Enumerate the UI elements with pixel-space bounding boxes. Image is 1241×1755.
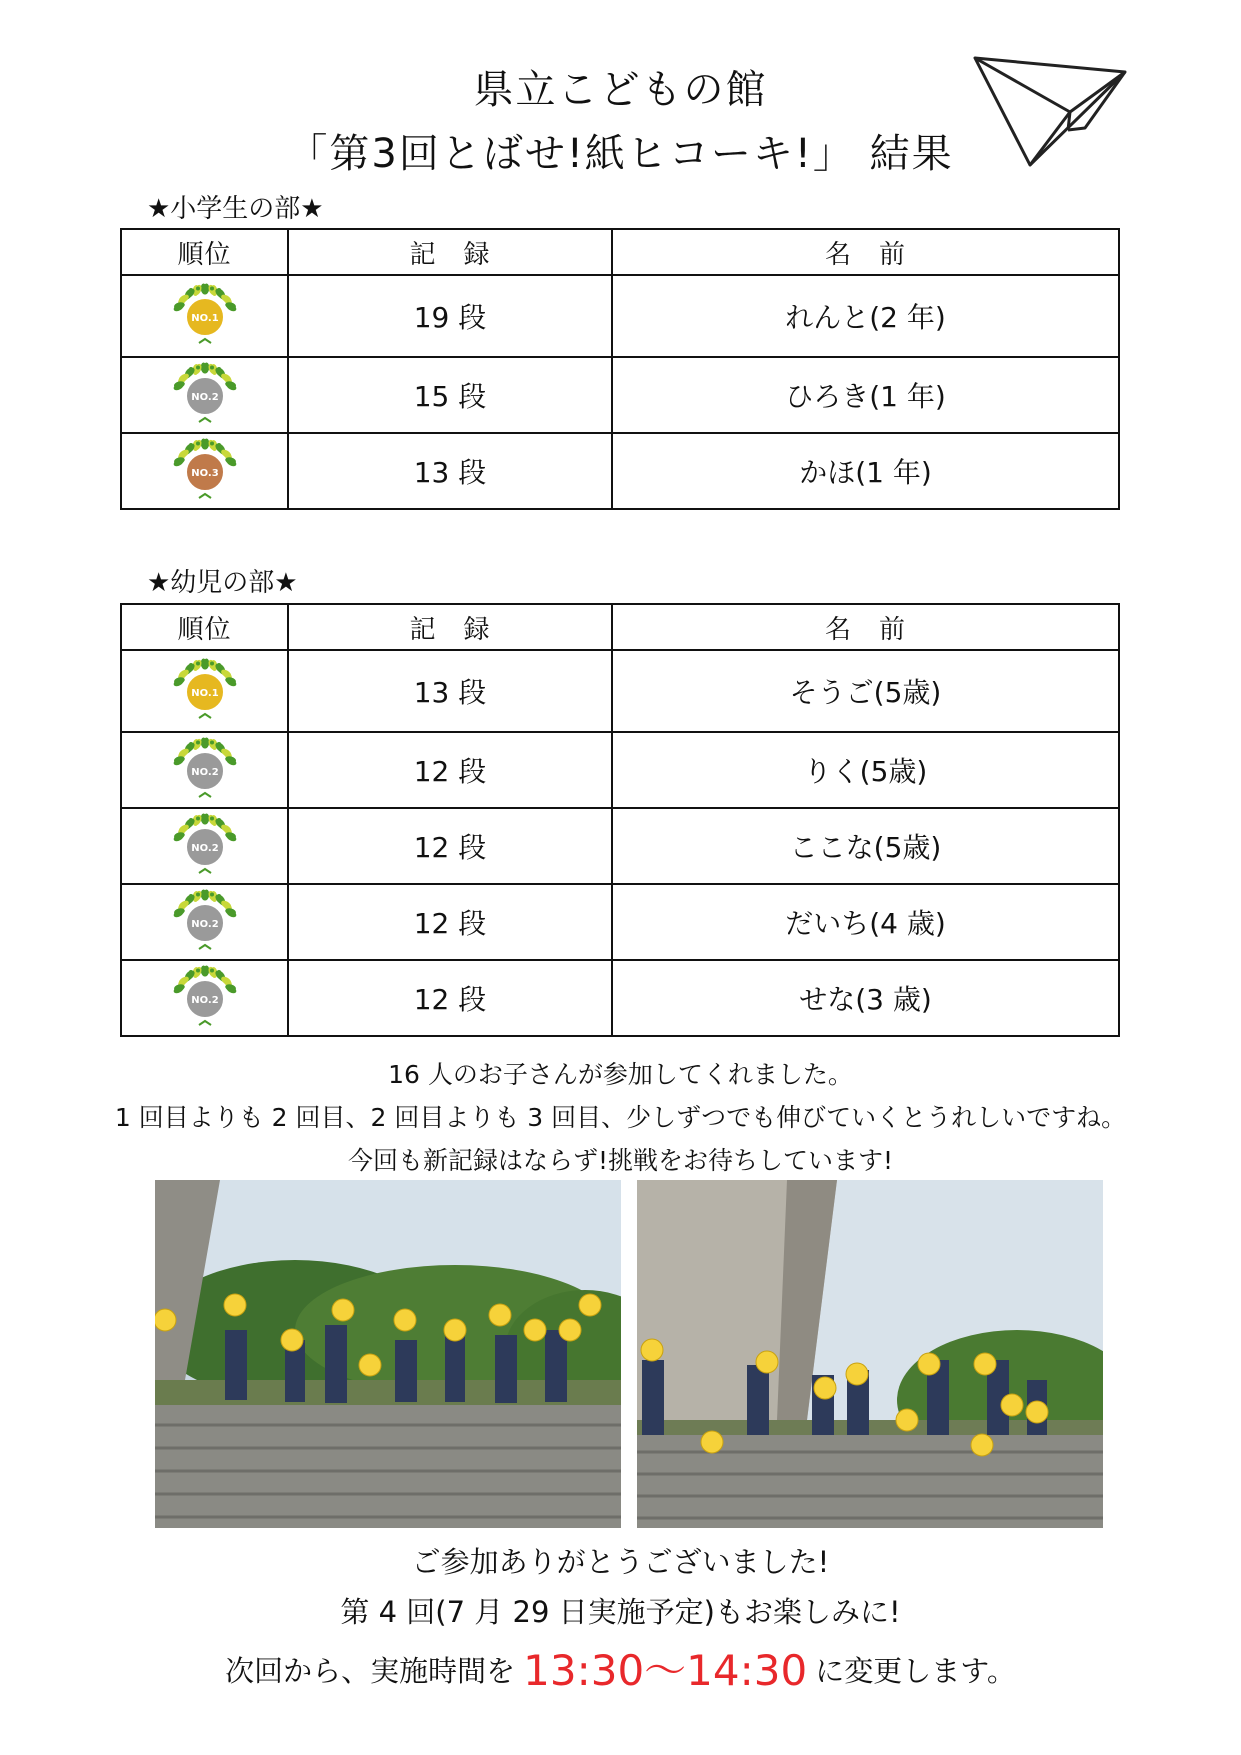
medal-star bbox=[196, 969, 200, 973]
record-cell: 19 段 bbox=[288, 275, 612, 357]
silver-medal-icon bbox=[165, 733, 245, 807]
record-cell: 13 段 bbox=[288, 650, 612, 732]
wreath-bow bbox=[199, 339, 211, 343]
name-header: 名 前 bbox=[612, 229, 1119, 275]
record-cell: 12 段 bbox=[288, 884, 612, 960]
rank-header: 順位 bbox=[121, 229, 288, 275]
wreath-bow bbox=[199, 494, 211, 498]
medal-star bbox=[203, 660, 207, 664]
medal-star bbox=[189, 742, 193, 746]
medal-star bbox=[210, 366, 214, 370]
event-photo-right bbox=[637, 1180, 1103, 1528]
wreath-bow bbox=[199, 1021, 211, 1025]
rank-header: 順位 bbox=[121, 604, 288, 650]
medal-star bbox=[203, 815, 207, 819]
medal-label: NO.3 bbox=[190, 468, 219, 479]
schedule-change-suffix: に変更します。 bbox=[815, 1654, 1016, 1688]
record-cell: 12 段 bbox=[288, 960, 612, 1036]
medal-star bbox=[210, 741, 214, 745]
record-header: 記 録 bbox=[288, 604, 612, 650]
medal-label: NO.2 bbox=[190, 392, 219, 403]
table-row bbox=[121, 433, 1119, 509]
record-cell: 15 段 bbox=[288, 357, 612, 433]
rank-cell bbox=[121, 357, 288, 433]
medal-star bbox=[196, 893, 200, 897]
schedule-change-prefix: 次回から、実施時間を bbox=[225, 1654, 516, 1688]
medal-star bbox=[196, 662, 200, 666]
medal-star bbox=[203, 285, 207, 289]
medal-star bbox=[189, 367, 193, 371]
rank-cell bbox=[121, 884, 288, 960]
wreath-bow bbox=[199, 714, 211, 718]
name-cell: せな(3 歳) bbox=[612, 960, 1119, 1036]
medal-star bbox=[203, 967, 207, 971]
wreath-bow bbox=[199, 869, 211, 873]
name-header: 名 前 bbox=[612, 604, 1119, 650]
schedule-change-text bbox=[0, 1638, 1241, 1698]
bronze-medal-icon bbox=[165, 434, 245, 508]
medal-star bbox=[196, 366, 200, 370]
silver-medal-icon bbox=[165, 885, 245, 959]
medal-star bbox=[203, 739, 207, 743]
medal-star bbox=[217, 818, 221, 822]
table-header-row bbox=[121, 229, 1119, 275]
medal-star bbox=[189, 443, 193, 447]
medal-star bbox=[189, 663, 193, 667]
medal-star bbox=[196, 741, 200, 745]
preschool-results-table bbox=[120, 603, 1120, 1037]
rank-cell bbox=[121, 732, 288, 808]
rank-cell bbox=[121, 808, 288, 884]
event-photo-right-image bbox=[637, 1180, 1103, 1528]
medal-star bbox=[196, 287, 200, 291]
elementary-heading: ★小学生の部★ bbox=[147, 194, 324, 224]
rank-cell bbox=[121, 275, 288, 357]
table-row bbox=[121, 732, 1119, 808]
wreath-bow bbox=[199, 418, 211, 422]
name-cell: そうご(5歳) bbox=[612, 650, 1119, 732]
medal-star bbox=[189, 818, 193, 822]
table-row bbox=[121, 884, 1119, 960]
medal-star bbox=[203, 891, 207, 895]
medal-star bbox=[210, 287, 214, 291]
record-cell: 12 段 bbox=[288, 808, 612, 884]
rank-cell bbox=[121, 433, 288, 509]
medal-star bbox=[210, 817, 214, 821]
table-row bbox=[121, 808, 1119, 884]
medal-star bbox=[189, 288, 193, 292]
medal-star bbox=[189, 970, 193, 974]
table-row bbox=[121, 650, 1119, 732]
name-cell: りく(5歳) bbox=[612, 732, 1119, 808]
table-header-row bbox=[121, 604, 1119, 650]
medal-label: NO.2 bbox=[190, 843, 219, 854]
medal-star bbox=[196, 817, 200, 821]
medal-label: NO.1 bbox=[190, 688, 219, 699]
medal-star bbox=[217, 970, 221, 974]
medal-star bbox=[210, 442, 214, 446]
medal-star bbox=[196, 442, 200, 446]
wreath-bow bbox=[199, 793, 211, 797]
silver-medal-icon bbox=[165, 961, 245, 1035]
medal-star bbox=[217, 367, 221, 371]
table-row bbox=[121, 960, 1119, 1036]
medal-star bbox=[210, 662, 214, 666]
medal-star bbox=[217, 663, 221, 667]
name-cell: ひろき(1 年) bbox=[612, 357, 1119, 433]
elementary-results-table bbox=[120, 228, 1120, 510]
participant-note: 16 人のお子さんが参加してくれました。 bbox=[388, 1060, 853, 1089]
medal-label: NO.2 bbox=[190, 919, 219, 930]
record-cell: 13 段 bbox=[288, 433, 612, 509]
medal-label: NO.2 bbox=[190, 995, 219, 1006]
gold-medal-icon bbox=[165, 654, 245, 728]
paper-plane-icon bbox=[970, 50, 1130, 180]
medal-label: NO.2 bbox=[190, 767, 219, 778]
table-row bbox=[121, 357, 1119, 433]
rank-cell bbox=[121, 650, 288, 732]
medal-star bbox=[217, 443, 221, 447]
table-row bbox=[121, 275, 1119, 357]
wreath-bow bbox=[199, 945, 211, 949]
medal-star bbox=[210, 893, 214, 897]
medal-label: NO.1 bbox=[190, 313, 219, 324]
event-photo-left-image bbox=[155, 1180, 621, 1528]
preschool-heading: ★幼児の部★ bbox=[147, 568, 298, 598]
record-cell: 12 段 bbox=[288, 732, 612, 808]
progress-note: 1 回目よりも 2 回目、2 回目よりも 3 回目、少しずつでも伸びていくとうれしいですね。 bbox=[114, 1103, 1127, 1132]
page-title: 県立こどもの館 bbox=[473, 67, 768, 113]
event-photo-left bbox=[155, 1180, 621, 1528]
name-cell: かほ(1 年) bbox=[612, 433, 1119, 509]
medal-star bbox=[217, 894, 221, 898]
medal-star bbox=[203, 440, 207, 444]
silver-medal-icon bbox=[165, 809, 245, 883]
name-cell: ここな(5歳) bbox=[612, 808, 1119, 884]
gold-medal-icon bbox=[165, 279, 245, 353]
record-header: 記 録 bbox=[288, 229, 612, 275]
medal-star bbox=[217, 288, 221, 292]
silver-medal-icon bbox=[165, 358, 245, 432]
rank-cell bbox=[121, 960, 288, 1036]
medal-star bbox=[217, 742, 221, 746]
name-cell: れんと(2 年) bbox=[612, 275, 1119, 357]
page-subtitle: 「第3回とばせ!紙ヒコーキ!」 結果 bbox=[287, 131, 954, 177]
thanks-text: ご参加ありがとうございました! bbox=[411, 1545, 830, 1579]
medal-star bbox=[189, 894, 193, 898]
name-cell: だいち(4 歳) bbox=[612, 884, 1119, 960]
next-event-text: 第 4 回(7 月 29 日実施予定)もお楽しみに! bbox=[340, 1595, 901, 1629]
challenge-note: 今回も新記録はならず!挑戦をお待ちしています! bbox=[347, 1146, 894, 1175]
new-time-highlight: 13:30～14:30 bbox=[523, 1646, 808, 1695]
medal-star bbox=[203, 364, 207, 368]
medal-star bbox=[210, 969, 214, 973]
